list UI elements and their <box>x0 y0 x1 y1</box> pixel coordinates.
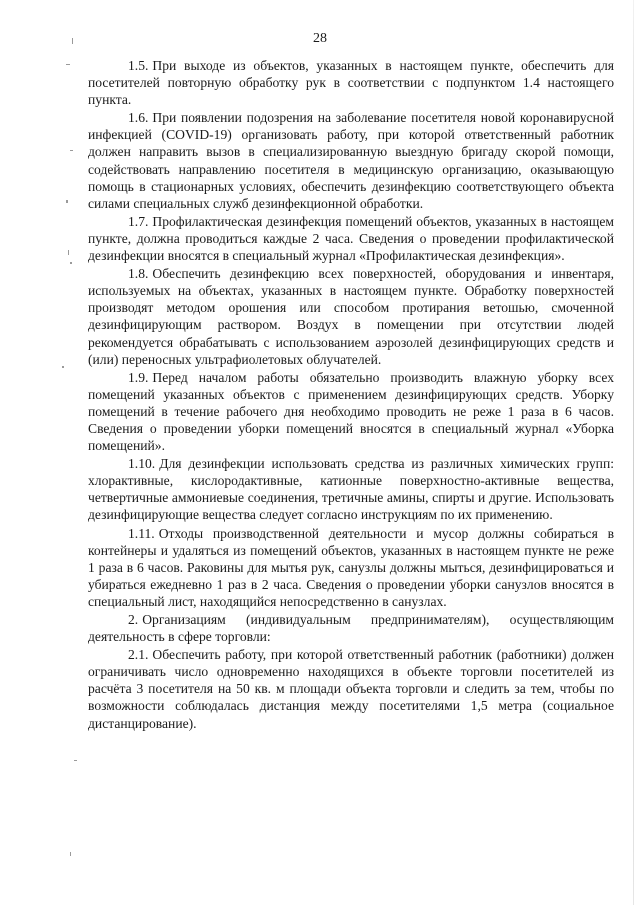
paragraph-number: 1.9. <box>128 369 149 385</box>
paragraph-number: 1.8. <box>128 266 149 282</box>
paragraph-2 <box>88 611 614 645</box>
paragraph-text: Организациям (индивидуальным предпринимателям), осуществляющим деятельность в сфере торговли: <box>88 612 614 645</box>
paragraph-number: 1.6. <box>128 110 149 126</box>
paragraph-1-10 <box>88 455 614 523</box>
scan-artifact <box>68 250 69 255</box>
paragraph-text: Для дезинфекции использовать средства из различных химических групп: хлорактивные, кислородактивные, катионные поверхностно-активные вещества, четвертичные аммониевые соединения, третичные амины, спирты и другие. Использовать дезинфицирующие вещества следует согласно инструкциям по их применению. <box>88 456 614 523</box>
scan-artifact <box>70 150 73 151</box>
scan-artifact <box>70 852 71 856</box>
paragraph-1-7 <box>88 213 614 264</box>
paragraph-number: 2.1. <box>128 647 149 663</box>
paragraph-number: 1.5. <box>128 58 149 73</box>
paragraph-1-11 <box>88 525 614 610</box>
paragraph-text: Обеспечить дезинфекцию всех поверхностей, оборудования и инвентаря, используемых на объектах, указанных в настоящем пункте. Обработку поверхностей производят методом орошения или способом протирания ветошью, смоченной дезинфицирующим раствором. Воздух в помещении при отсутствии людей рекомендуется обрабатывать с использованием аэрозолей дезинфицирующих средств и (или) переносных ультрафиолетовых облучателей. <box>88 266 614 367</box>
scan-artifact <box>66 200 68 203</box>
document-body <box>88 57 614 733</box>
paragraph-1-5 <box>88 57 614 108</box>
paragraph-number: 1.7. <box>128 213 149 229</box>
scan-edge <box>633 0 634 905</box>
paragraph-1-8 <box>88 265 614 368</box>
paragraph-2-1 <box>88 646 614 731</box>
paragraph-text: Отходы производственной деятельности и мусор должны собираться в контейнеры и удаляться из помещений объектов, указанных в настоящем пункте не реже 1 раза в 6 часов. Раковины для мытья рук, санузлы должны мыться, дезинфицироваться и убираться ежедневно 1 раз в 2 часа. Сведения о проведении уборки санузлов вносятся в специальный лист, находящийся непосредственно в санузлах. <box>88 525 614 609</box>
paragraph-1-6 <box>88 109 614 212</box>
paragraph-number: 1.10. <box>128 456 156 472</box>
paragraph-text: Обеспечить работу, при которой ответственный работник (работники) должен ограничивать число одновременно находящихся в объекте торговли посетителей из расчёта 3 посетителя на 50 кв. м площади объекта торговли и следить за тем, чтобы по возможности соблюдалась дистанция между посетителями 1,5 метра (социальное дистанцирование). <box>88 647 614 731</box>
paragraph-text: Перед началом работы обязательно производить влажную уборку всех помещений указанных объектов с применением дезинфицирующих средств. Уборку помещений в течение рабочего дня необходимо проводить не реже 1 раза в 6 часов. Сведения о проведении уборки помещений вносятся в специальный журнал «Уборка помещений». <box>88 369 614 454</box>
paragraph-text: При выходе из объектов, указанных в настоящем пункте, обеспечить для посетителей повторную обработку рук в соответствии с подпунктом 1.4 настоящего пункта. <box>88 58 614 108</box>
scan-artifact <box>66 64 70 65</box>
paragraph-text: При появлении подозрения на заболевание посетителя новой коронавирусной инфекцией (COVID-19) организовать работу, при которой ответственный работник должен направить вызов в специализированную выездную бригаду скорой помощи, содействовать направлению посетителя в медицинскую организацию, оказывающую помощь в стационарных условиях, обеспечить дезинфекцию соответствующего объекта силами специальных служб дезинфекционной обработки. <box>88 110 614 211</box>
paragraph-1-9 <box>88 369 614 454</box>
scan-artifact <box>70 262 72 264</box>
page-number: 28 <box>313 31 327 46</box>
scan-artifact <box>74 760 77 761</box>
paragraph-number: 1.11. <box>128 525 155 541</box>
paragraph-number: 2. <box>128 612 139 627</box>
paragraph-text: Профилактическая дезинфекция помещений объектов, указанных в настоящем пункте, должна проводиться каждые 2 часа. Сведения о проведении профилактической дезинфекции вносятся в специальный журнал «Профилактическая дезинфекция». <box>88 213 614 264</box>
scan-artifact <box>62 366 64 368</box>
